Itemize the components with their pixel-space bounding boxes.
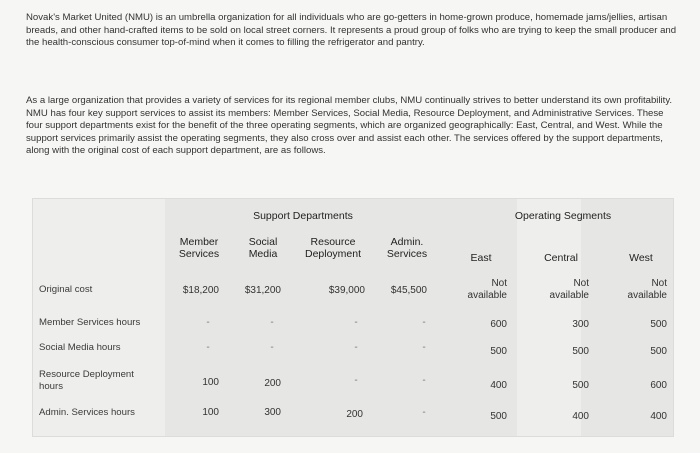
cell-resource-hours-member: 100 bbox=[202, 377, 219, 388]
cell-resource-hours-central: 500 bbox=[572, 380, 589, 391]
col-social-media: Social Media bbox=[248, 236, 278, 260]
cell-original-resource: $39,000 bbox=[328, 285, 365, 296]
cell-member-hours-member: - bbox=[206, 317, 210, 328]
intro-paragraph: Novak's Market United (NMU) is an umbrella organization for all individuals who are go-getters in home-grown produce, homemade jams/jellies, artisan breads, and other hand-crafted items to be sold on local street corners. It represents a proud group of folks who are trying to keep the small producer and the health-conscious consumer top-of-mind when it comes to filling the refrigerator and pantry. bbox=[26, 12, 677, 49]
cell-original-central: Not available bbox=[549, 278, 589, 301]
cell-original-admin: $45,500 bbox=[390, 285, 427, 296]
cell-original-member: $18,200 bbox=[182, 285, 219, 296]
row-label-social-media-hours: Social Media hours bbox=[39, 342, 121, 353]
cell-social-hours-admin: - bbox=[422, 342, 426, 353]
cell-admin-hours-resource: 200 bbox=[346, 409, 363, 420]
cell-resource-hours-east: 400 bbox=[490, 380, 507, 391]
col-central: Central bbox=[544, 252, 578, 264]
cell-member-hours-admin: - bbox=[422, 317, 426, 328]
col-east: East bbox=[470, 252, 492, 264]
row-label-resource-deployment-hours: Resource Deployment hours bbox=[39, 369, 134, 392]
col-resource-deployment: Resource Deployment bbox=[304, 236, 362, 260]
cell-resource-hours-west: 600 bbox=[650, 380, 667, 391]
cell-admin-hours-social: 300 bbox=[264, 407, 281, 418]
col-admin-services: Admin. Services bbox=[386, 236, 428, 260]
col-west: West bbox=[629, 252, 653, 264]
cell-resource-hours-admin: - bbox=[422, 375, 426, 386]
cell-social-hours-central: 500 bbox=[572, 346, 589, 357]
cell-member-hours-central: 300 bbox=[572, 319, 589, 330]
row-label-member-services-hours: Member Services hours bbox=[39, 317, 141, 328]
cell-member-hours-west: 500 bbox=[650, 319, 667, 330]
cell-original-west: Not available bbox=[627, 278, 667, 301]
cell-admin-hours-central: 400 bbox=[572, 411, 589, 422]
cell-social-hours-social: - bbox=[270, 342, 274, 353]
cell-social-hours-west: 500 bbox=[650, 346, 667, 357]
operating-segments-header: Operating Segments bbox=[514, 210, 612, 222]
cell-admin-hours-member: 100 bbox=[202, 407, 219, 418]
cell-original-east: Not available bbox=[467, 278, 507, 301]
cell-resource-hours-social: 200 bbox=[264, 378, 281, 389]
cell-original-social: $31,200 bbox=[244, 285, 281, 296]
services-paragraph: As a large organization that provides a variety of services for its regional member clubs, NMU continually strives to better understand its own profitability. NMU has four key support services to assist its members: Member Services, Social Media, Resource Deployment, and Administrative Services. These four support departments exist for the benefit of the three operating segments, which are organized geographically: East, Central, and West. While the support services primarily assist the operating segments, they also cross over and assist each other. The services offered by the support departments, along with the original cost of each support department, are as follows. bbox=[26, 95, 673, 157]
cell-member-hours-social: - bbox=[270, 317, 274, 328]
cell-admin-hours-admin: - bbox=[422, 407, 426, 418]
row-label-original-cost: Original cost bbox=[39, 284, 93, 295]
cell-member-hours-resource: - bbox=[354, 317, 358, 328]
cell-resource-hours-resource: - bbox=[354, 375, 358, 386]
cell-admin-hours-west: 400 bbox=[650, 411, 667, 422]
cell-social-hours-east: 500 bbox=[490, 346, 507, 357]
cell-admin-hours-east: 500 bbox=[490, 411, 507, 422]
col-member-services: Member Services bbox=[178, 236, 220, 260]
cost-table bbox=[32, 198, 674, 437]
row-label-admin-services-hours: Admin. Services hours bbox=[39, 407, 135, 418]
cell-social-hours-member: - bbox=[206, 342, 210, 353]
west-band bbox=[581, 199, 673, 436]
support-departments-header: Support Departments bbox=[253, 210, 353, 222]
cell-social-hours-resource: - bbox=[354, 342, 358, 353]
cell-member-hours-east: 600 bbox=[490, 319, 507, 330]
